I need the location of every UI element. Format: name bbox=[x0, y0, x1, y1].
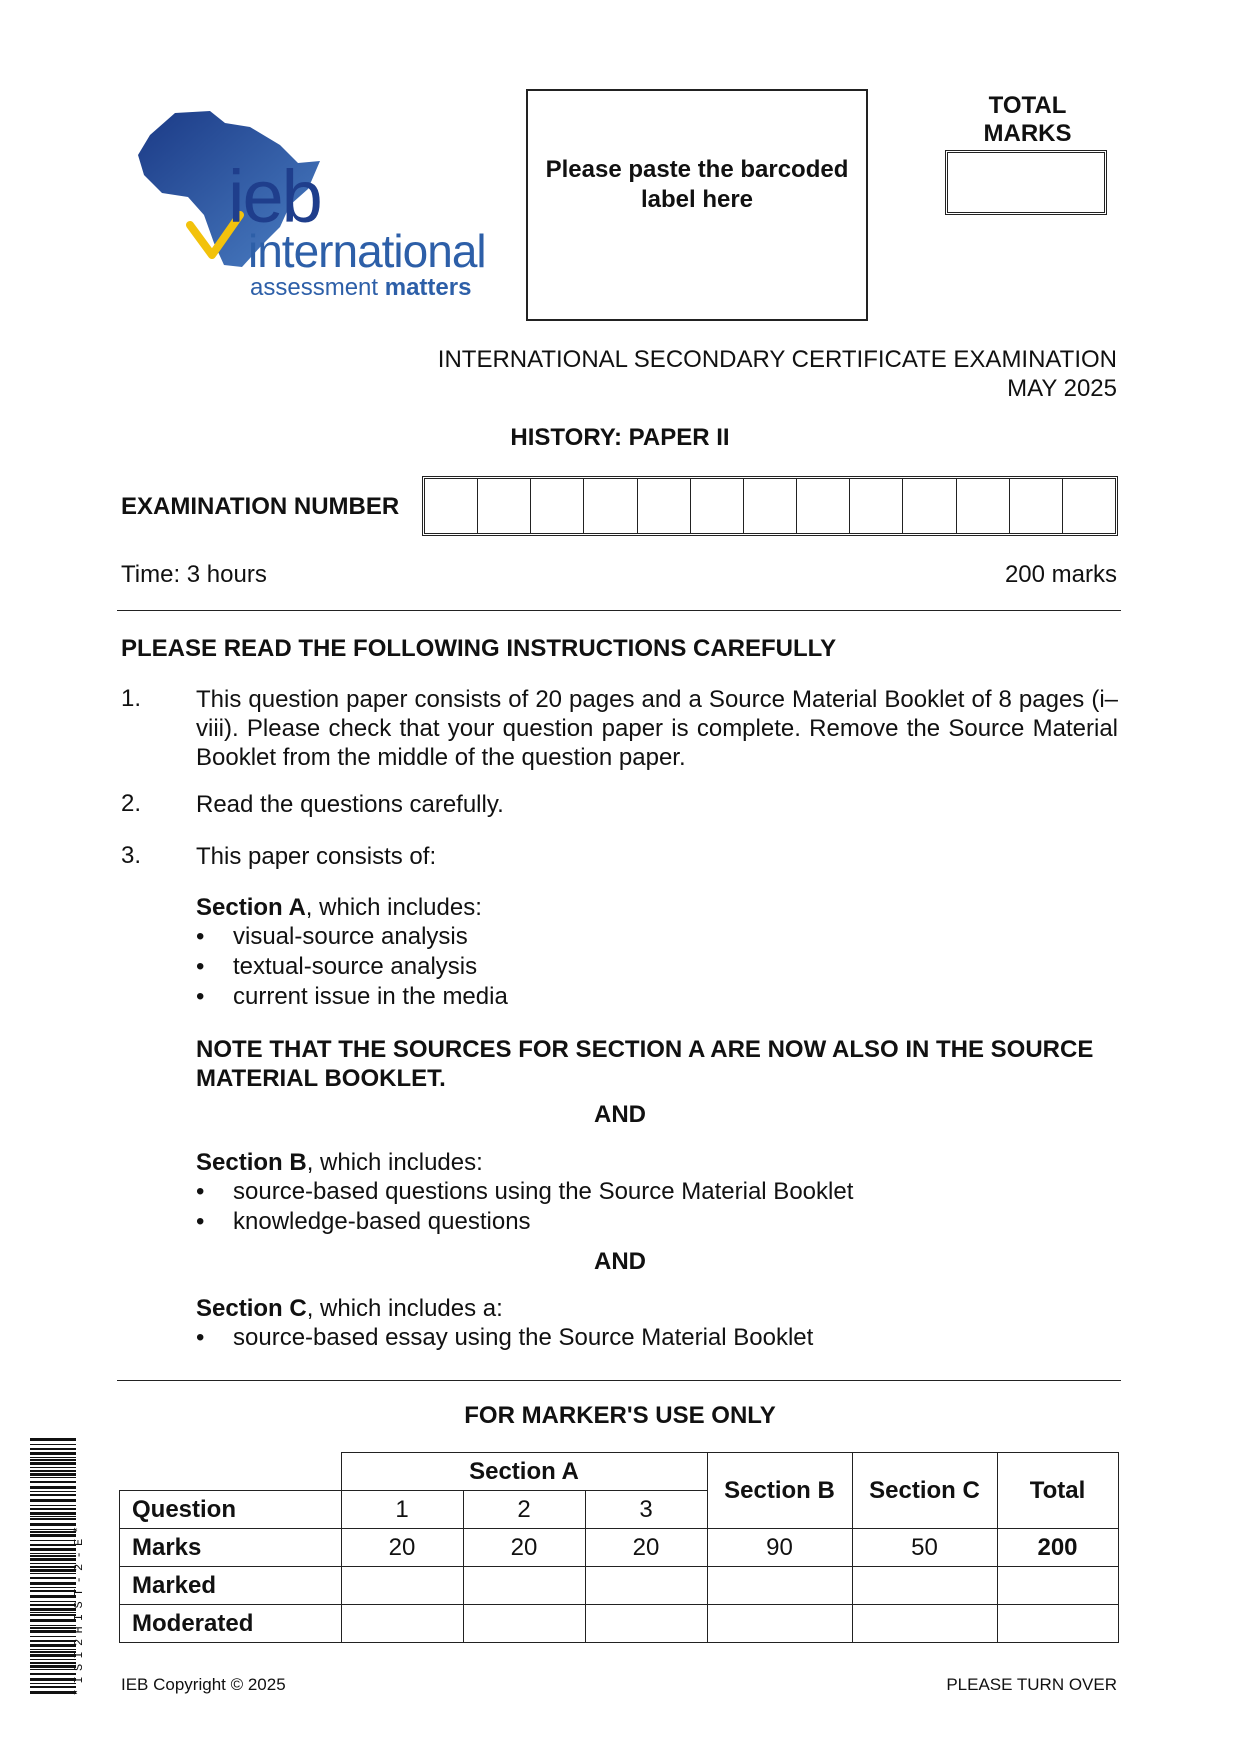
barcode-bar bbox=[30, 1636, 76, 1637]
section-a-rest: , which includes: bbox=[305, 894, 482, 921]
section-c-intro bbox=[196, 1294, 1118, 1323]
barcode-bar bbox=[30, 1470, 76, 1472]
barcode-bar bbox=[30, 1486, 76, 1489]
barcode-bar bbox=[30, 1512, 76, 1515]
barcode-bar bbox=[30, 1553, 76, 1554]
bullet-text: textual-source analysis bbox=[233, 953, 478, 980]
section-b-intro bbox=[196, 1148, 1118, 1177]
barcode-bar bbox=[30, 1673, 76, 1675]
barcode-bar bbox=[30, 1529, 76, 1530]
marker-table-heading: FOR MARKER'S USE ONLY bbox=[464, 1402, 776, 1429]
barcode-bar bbox=[30, 1669, 76, 1670]
barcode-bar bbox=[30, 1640, 76, 1642]
marked-cell[interactable] bbox=[585, 1567, 707, 1605]
barcode-bar bbox=[30, 1595, 76, 1598]
item-number: 1. bbox=[121, 685, 142, 712]
barcode-bar bbox=[30, 1627, 76, 1629]
barcode-bar bbox=[30, 1481, 76, 1483]
barcode-bar bbox=[30, 1566, 76, 1568]
barcode-bar bbox=[30, 1457, 76, 1458]
barcode-bar bbox=[30, 1625, 76, 1626]
row-label-moderated: Moderated bbox=[120, 1605, 342, 1643]
marked-cell[interactable] bbox=[852, 1567, 997, 1605]
exam-number-digit-box[interactable] bbox=[1010, 479, 1063, 533]
total-marks-label: TOTAL MARKS bbox=[983, 92, 1072, 147]
marked-cell[interactable] bbox=[707, 1567, 852, 1605]
barcode-label-box bbox=[526, 89, 868, 321]
section-b-label: Section B bbox=[196, 1149, 307, 1176]
barcode-bar bbox=[30, 1540, 76, 1541]
section-b-header: Section B bbox=[707, 1453, 852, 1529]
moderated-cell[interactable] bbox=[852, 1605, 997, 1643]
barcode-bar bbox=[30, 1630, 76, 1633]
barcode-bar bbox=[30, 1462, 76, 1465]
time-allowed: Time: 3 hours bbox=[121, 561, 267, 588]
barcode-bar bbox=[30, 1619, 76, 1622]
total-marks-box[interactable] bbox=[945, 150, 1107, 215]
barcode-bar bbox=[30, 1558, 76, 1561]
barcode-bar bbox=[30, 1662, 76, 1664]
barcode-bar bbox=[30, 1608, 76, 1611]
barcode-bar bbox=[30, 1544, 76, 1546]
barcode-bar bbox=[30, 1499, 76, 1502]
barcode-bar bbox=[30, 1438, 76, 1441]
copyright: IEB Copyright © 2025 bbox=[121, 1675, 286, 1694]
barcode-bar bbox=[30, 1651, 76, 1653]
exam-number-digit-box[interactable] bbox=[850, 479, 903, 533]
total-header: Total bbox=[997, 1453, 1118, 1529]
barcode-bar bbox=[30, 1459, 76, 1461]
barcode-bar bbox=[30, 1582, 76, 1585]
bullet-icon: • bbox=[196, 1178, 205, 1205]
divider bbox=[117, 1380, 1121, 1381]
exam-title-line1: INTERNATIONAL SECONDARY CERTIFICATE EXAMINATION bbox=[437, 346, 1117, 373]
barcode-bar bbox=[30, 1531, 76, 1533]
barcode-bar bbox=[30, 1523, 76, 1526]
logo-tagline-b: matters bbox=[384, 274, 472, 301]
section-c-rest: , which includes a: bbox=[306, 1295, 503, 1322]
exam-number-digit-box[interactable] bbox=[797, 479, 850, 533]
barcode-bar bbox=[30, 1573, 76, 1574]
barcode-bar bbox=[30, 1508, 76, 1510]
exam-number-digit-box[interactable] bbox=[744, 479, 797, 533]
moderated-cell[interactable] bbox=[585, 1605, 707, 1643]
row-label-question: Question bbox=[120, 1491, 342, 1529]
source-note: NOTE THAT THE SOURCES FOR SECTION A ARE NOW ALSO IN THE SOURCE MATERIAL BOOKLET. bbox=[196, 1036, 1094, 1092]
instruction-2: Read the questions carefully. bbox=[196, 791, 504, 818]
barcode-bar bbox=[30, 1548, 76, 1551]
barcode-bar bbox=[30, 1612, 76, 1613]
bullet-icon: • bbox=[196, 953, 205, 980]
barcode-text: *ISI2HIST-2-E* bbox=[72, 1520, 86, 1696]
barcode-bar bbox=[30, 1467, 76, 1468]
instruction-1: This question paper consists of 20 pages and a Source Material Booklet of 8 pages (i–viii). Please check that your question paper is complete. Remove the Source Material Booklet from the middle of the question paper. bbox=[196, 686, 1118, 771]
question-number: 2 bbox=[463, 1491, 585, 1529]
exam-title bbox=[438, 345, 1117, 403]
marks-cell: 20 bbox=[341, 1529, 463, 1567]
row-label-marks: Marks bbox=[120, 1529, 342, 1567]
instructions-heading: PLEASE READ THE FOLLOWING INSTRUCTIONS CAREFULLY bbox=[121, 635, 837, 662]
item-number: 2. bbox=[121, 790, 142, 817]
exam-number-digit-box[interactable] bbox=[531, 479, 584, 533]
logo-wordmark: ieb bbox=[228, 155, 321, 238]
and-separator: AND bbox=[594, 1248, 646, 1275]
barcode-bar bbox=[30, 1491, 76, 1492]
barcode-bar bbox=[30, 1563, 76, 1564]
moderated-cell[interactable] bbox=[341, 1605, 463, 1643]
section-a-header: Section A bbox=[341, 1453, 707, 1491]
section-a-label: Section A bbox=[196, 894, 306, 921]
barcode-bar bbox=[30, 1644, 76, 1647]
marks-cell: 90 bbox=[707, 1529, 852, 1567]
moderated-cell[interactable] bbox=[463, 1605, 585, 1643]
exam-number-digit-box[interactable] bbox=[638, 479, 691, 533]
bullet-text: source-based essay using the Source Material Booklet bbox=[233, 1324, 814, 1351]
question-number: 3 bbox=[585, 1491, 707, 1529]
barcode-bar bbox=[30, 1686, 76, 1688]
divider bbox=[117, 610, 1121, 611]
barcode-bar bbox=[30, 1494, 76, 1496]
list-item bbox=[196, 952, 477, 982]
subject-title: HISTORY: PAPER II bbox=[510, 424, 730, 451]
barcode-bar bbox=[30, 1691, 76, 1694]
logo-tagline-a: assessment bbox=[250, 274, 379, 301]
barcode-bar bbox=[30, 1604, 76, 1606]
moderated-cell[interactable] bbox=[707, 1605, 852, 1643]
list-item bbox=[196, 1177, 853, 1207]
barcode-bar bbox=[30, 1577, 76, 1579]
barcode-bar bbox=[30, 1665, 76, 1668]
exam-date: MAY 2025 bbox=[1007, 375, 1117, 402]
bullet-text: knowledge-based questions bbox=[233, 1208, 531, 1235]
barcode-bar bbox=[30, 1534, 76, 1537]
bullet-icon: • bbox=[196, 983, 205, 1010]
bullet-text: visual-source analysis bbox=[233, 923, 468, 950]
bullet-text: current issue in the media bbox=[233, 983, 508, 1010]
exam-number-digit-box[interactable] bbox=[478, 479, 531, 533]
side-barcode bbox=[30, 1438, 90, 1698]
list-item bbox=[196, 1323, 813, 1353]
exam-number-digit-box[interactable] bbox=[957, 479, 1010, 533]
marker-table bbox=[119, 1452, 1119, 1643]
list-item bbox=[196, 922, 468, 952]
section-a-intro bbox=[196, 893, 1118, 922]
barcode-bar bbox=[30, 1516, 76, 1517]
section-c-label: Section C bbox=[196, 1295, 307, 1322]
barcode-bar bbox=[30, 1683, 76, 1684]
exam-number-field[interactable] bbox=[422, 476, 1118, 536]
and-separator: AND bbox=[594, 1101, 646, 1128]
item-number: 3. bbox=[121, 842, 142, 869]
barcode-bar bbox=[30, 1555, 76, 1557]
logo-subtitle: international bbox=[248, 225, 486, 277]
table-corner bbox=[120, 1453, 342, 1491]
logo-tagline bbox=[250, 276, 471, 300]
barcode-label-text: Please paste the barcoded label here bbox=[545, 156, 849, 213]
marked-cell[interactable] bbox=[463, 1567, 585, 1605]
exam-number-label: EXAMINATION NUMBER bbox=[121, 493, 400, 520]
marks-cell: 50 bbox=[852, 1529, 997, 1567]
barcode-bar bbox=[30, 1452, 76, 1455]
barcode-bar bbox=[30, 1678, 76, 1681]
barcode-bar bbox=[30, 1518, 76, 1520]
barcode-bar bbox=[30, 1569, 76, 1572]
moderated-cell[interactable] bbox=[997, 1605, 1118, 1643]
exam-number-digit-box[interactable] bbox=[425, 479, 478, 533]
bullet-icon: • bbox=[196, 1324, 205, 1351]
marked-cell[interactable] bbox=[997, 1567, 1118, 1605]
section-c-header: Section C bbox=[852, 1453, 997, 1529]
marks-cell: 20 bbox=[585, 1529, 707, 1567]
instruction-3: This paper consists of: bbox=[196, 843, 437, 870]
barcode-bar bbox=[30, 1448, 76, 1450]
section-b-rest: , which includes: bbox=[306, 1149, 483, 1176]
bullet-icon: • bbox=[196, 923, 205, 950]
bullet-text: source-based questions using the Source Material Booklet bbox=[233, 1178, 854, 1205]
marks-total-cell: 200 bbox=[997, 1529, 1118, 1567]
barcode-bar bbox=[30, 1654, 76, 1657]
exam-number-digit-box[interactable] bbox=[691, 479, 744, 533]
bullet-icon: • bbox=[196, 1208, 205, 1235]
marks-cell: 20 bbox=[463, 1529, 585, 1567]
row-label-marked: Marked bbox=[120, 1567, 342, 1605]
list-item bbox=[196, 982, 508, 1012]
exam-number-digit-box[interactable] bbox=[584, 479, 637, 533]
barcode-bar bbox=[30, 1590, 76, 1592]
turn-over: PLEASE TURN OVER bbox=[946, 1675, 1117, 1694]
barcode-bar bbox=[30, 1444, 76, 1445]
question-number: 1 bbox=[341, 1491, 463, 1529]
barcode-bar bbox=[30, 1614, 76, 1616]
barcode-bar bbox=[30, 1473, 76, 1476]
barcode-bar bbox=[30, 1587, 76, 1588]
barcode-bar bbox=[30, 1477, 76, 1478]
marked-cell[interactable] bbox=[341, 1567, 463, 1605]
total-marks-text: 200 marks bbox=[1004, 561, 1117, 588]
exam-number-digit-box[interactable] bbox=[1063, 479, 1115, 533]
exam-number-digit-box[interactable] bbox=[903, 479, 956, 533]
barcode-bar bbox=[30, 1649, 76, 1650]
list-item bbox=[196, 1207, 531, 1237]
barcode-bar bbox=[30, 1659, 76, 1660]
barcode-bar bbox=[30, 1505, 76, 1506]
barcode-bar bbox=[30, 1601, 76, 1602]
